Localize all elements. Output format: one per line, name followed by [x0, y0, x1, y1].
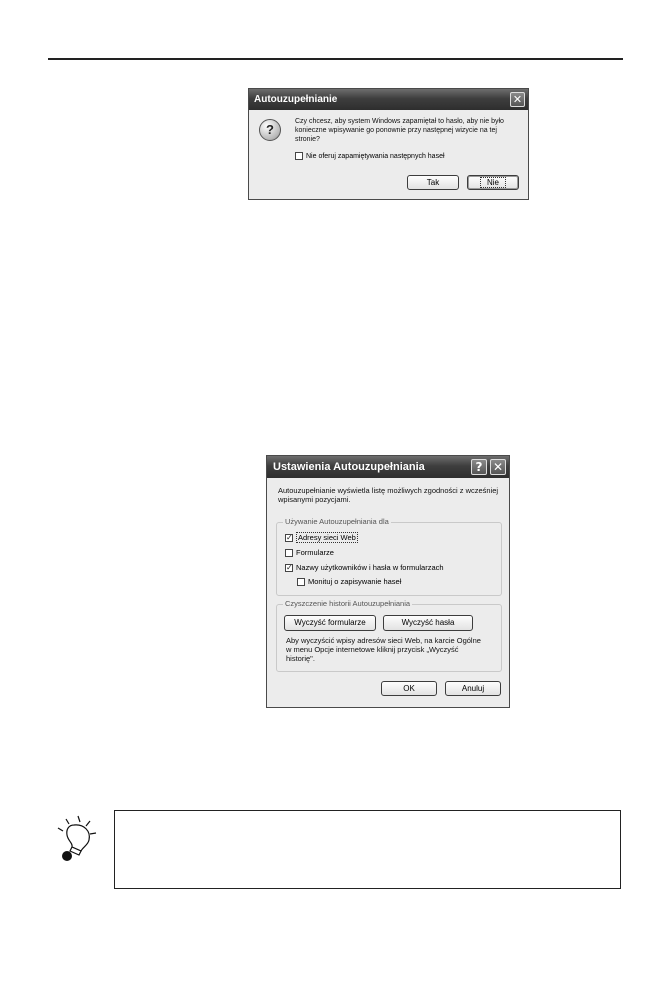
cancel-label: Anuluj [461, 684, 485, 693]
option-label: Monituj o zapisywanie haseł [308, 577, 402, 586]
lightbulb-tip-icon [50, 813, 100, 863]
autocomplete-settings-dialog [266, 455, 510, 708]
dialog-description: Autouzupełnianie wyświetla listę możliwych zgodności z wcześniej wpisanymi pozycjami. [278, 486, 499, 504]
option-usernames-passwords[interactable] [285, 563, 444, 572]
tip-box [114, 810, 621, 889]
option-label: Adresy sieci Web [298, 533, 356, 542]
clear-forms-label: Wyczyść formularze [294, 618, 366, 627]
dialog-titlebar [249, 89, 528, 110]
checkbox-unchecked[interactable] [285, 549, 293, 557]
no-button[interactable] [467, 175, 519, 190]
yes-button[interactable] [407, 175, 459, 190]
clear-passwords-button[interactable] [383, 615, 473, 631]
checkbox-checked[interactable]: ✓ [286, 563, 293, 573]
option-forms[interactable] [285, 548, 334, 557]
page-header-rule [48, 58, 623, 60]
dont-offer-label: Nie oferuj zapamiętywania następnych haseł [306, 152, 445, 160]
cancel-button[interactable] [445, 681, 501, 696]
option-web-addresses[interactable] [285, 533, 358, 542]
clear-history-group [276, 599, 502, 672]
checkbox-unchecked[interactable] [297, 578, 305, 586]
question-icon: ? [259, 119, 281, 141]
checkbox-checked[interactable]: ✓ [286, 533, 293, 543]
dont-offer-checkbox[interactable] [295, 152, 303, 160]
clear-forms-button[interactable] [284, 615, 376, 631]
dialog-titlebar [267, 456, 509, 478]
close-icon[interactable]: ✕ [510, 92, 525, 107]
help-icon[interactable]: ? [471, 459, 487, 475]
dialog-message: Czy chcesz, aby system Windows zapamiętał to hasło, aby nie było konieczne wpisywanie go ponownie przy następnej wizycie na tej stronie? [295, 118, 504, 143]
use-autocomplete-group [276, 517, 502, 596]
clear-history-hint: Aby wyczyścić wpisy adresów sieci Web, na karcie Ogólne w menu Opcje internetowe kliknij przycisk „Wyczyść historię". [286, 636, 481, 663]
option-label: Nazwy użytkowników i hasła w formularzach [296, 563, 444, 572]
clear-passwords-label: Wyczyść hasła [401, 618, 455, 627]
yes-button-label: Tak [426, 178, 440, 187]
group-legend: Czyszczenie historii Autouzupełniania [285, 599, 411, 608]
ok-label: OK [403, 684, 415, 693]
dialog-title: Ustawienia Autouzupełniania [273, 461, 425, 473]
option-label: Formularze [296, 548, 334, 557]
dont-offer-checkbox-row[interactable] [295, 152, 445, 160]
autocomplete-password-dialog [248, 88, 529, 200]
option-prompt-save-passwords[interactable] [297, 577, 401, 586]
no-button-label: Nie [480, 177, 506, 188]
ok-button[interactable] [381, 681, 437, 696]
group-legend: Używanie Autouzupełniania dla [285, 517, 389, 526]
close-icon[interactable]: ✕ [490, 459, 506, 475]
dialog-title: Autouzupełnianie [254, 94, 338, 105]
